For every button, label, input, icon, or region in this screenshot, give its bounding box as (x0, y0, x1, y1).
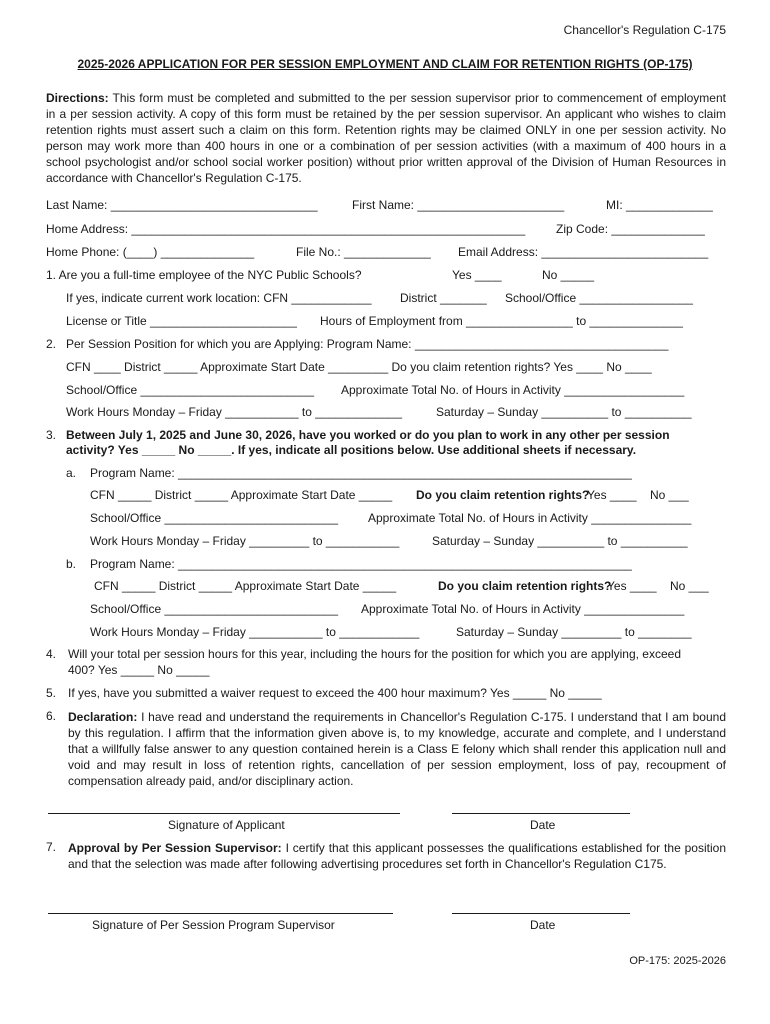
q3b-retention-no-field[interactable]: No ___ (670, 579, 709, 593)
applicant-date-line[interactable] (452, 813, 630, 814)
declaration-text: I have read and understand the requirements in Chancellor's Regulation C-175. I understand that I am bound by this regulation. I affirm that the information given above is, to my knowledge, accurate and complete, and I understand that a willfully false answer to any question contained herein is a Class E felony which shall render this application null and void and may result in loss of retention rights, cancellation of per session employment, loss of pay, recoupment of compensation already paid, and/or disciplinary action. (68, 710, 726, 788)
q3a-retention-no-field[interactable]: No ___ (650, 488, 689, 502)
q1-question: 1. Are you a full-time employee of the NYC Public Schools? (46, 268, 362, 282)
declaration-label: Declaration: (68, 710, 138, 724)
q3b-retention-question: Do you claim retention rights? (438, 579, 612, 593)
applicant-signature-label: Signature of Applicant (168, 818, 285, 832)
q2-school-field[interactable]: School/Office __________________________ (66, 383, 315, 397)
q3a-program-name-field[interactable]: Program Name: ____________________________________________________________________ (90, 466, 632, 480)
q3-question-line2[interactable]: activity? Yes _____ No _____. If yes, indicate all positions below. Use additional sheets if necessary. (66, 443, 637, 457)
directions-paragraph (46, 90, 726, 186)
first-name-field[interactable]: First Name: ______________________ (352, 198, 565, 212)
q3a-total-hours-field[interactable]: Approximate Total No. of Hours in Activity _______________ (368, 511, 692, 525)
q7-number: 7. (46, 840, 57, 854)
q1-cfn-field[interactable]: If yes, indicate current work location: CFN ____________ (66, 291, 372, 305)
zip-code-field[interactable]: Zip Code: ______________ (556, 222, 705, 236)
q2-total-hours-field[interactable]: Approximate Total No. of Hours in Activity __________________ (341, 383, 685, 397)
q2-weekday-hours-field[interactable]: Work Hours Monday – Friday ___________ to _____________ (66, 405, 403, 419)
q3b-total-hours-field[interactable]: Approximate Total No. of Hours in Activity _______________ (361, 602, 685, 616)
q1-no-field[interactable]: No _____ (542, 268, 595, 282)
q2-program-name-field[interactable]: Per Session Position for which you are Applying: Program Name: ______________________________________ (66, 337, 669, 351)
regulation-header: Chancellor's Regulation C-175 (563, 23, 726, 37)
q6-number: 6. (46, 709, 57, 723)
q3-question-line1: Between July 1, 2025 and June 30, 2026, have you worked or do you plan to work in any other per session (66, 428, 670, 442)
q3b-letter: b. (66, 557, 77, 571)
file-number-field[interactable]: File No.: _____________ (296, 245, 431, 259)
form-id-footer: OP-175: 2025-2026 (629, 955, 726, 967)
applicant-signature-line[interactable] (48, 813, 400, 814)
q1-school-field[interactable]: School/Office _________________ (505, 291, 693, 305)
q2-cfn-row[interactable]: CFN ____ District _____ Approximate Start Date _________ Do you claim retention rights? Yes ____ No ____ (66, 360, 652, 374)
q4-yes-no-fields[interactable]: 400? Yes _____ No _____ (68, 663, 210, 677)
email-address-field[interactable]: Email Address: _________________________ (458, 245, 709, 259)
q3b-cfn-row[interactable]: CFN _____ District _____ Approximate Start Date _____ (94, 579, 397, 593)
directions-text: This form must be completed and submitted to the per session supervisor prior to commencement of employment in a per session activity. A copy of this form must be retained by the per session supervisor. An applicant who wishes to claim retention rights must assert such a claim on this form. Retention rights may be claimed ONLY in one per session activity. No person may work more than 400 hours in one or a combination of per session activities (with a maximum of 400 hours in a school psychologist and/or school social worker position) without prior written approval of the Division of Human Resources in accordance with Chancellor's Regulation C-175. (46, 91, 726, 185)
q4-question-line1: Will your total per session hours for this year, including the hours for the position for which you are applying, exceed (68, 647, 681, 661)
approval-text: I certify that this applicant possesses the qualifications established for the position and that the selection was made after following advertising procedures set forth in Chancellor's Regulation C175. (68, 841, 726, 871)
directions-label: Directions: (46, 91, 109, 105)
q1-district-field[interactable]: District _______ (400, 291, 487, 305)
supervisor-signature-label: Signature of Per Session Program Supervisor (92, 918, 335, 932)
home-address-field[interactable]: Home Address: ___________________________________________________________ (46, 222, 526, 236)
q3b-program-name-field[interactable]: Program Name: ____________________________________________________________________ (90, 557, 632, 571)
q3b-retention-yes-field[interactable]: Yes ____ (607, 579, 657, 593)
q6-declaration (68, 709, 726, 789)
q7-approval (68, 840, 726, 872)
q3-number: 3. (46, 428, 57, 442)
q3a-letter: a. (66, 466, 77, 480)
middle-initial-field[interactable]: MI: _____________ (606, 198, 713, 212)
q3a-retention-yes-field[interactable]: Yes ____ (587, 488, 637, 502)
q3a-retention-question: Do you claim retention rights? (416, 488, 590, 502)
q4-number: 4. (46, 647, 57, 661)
supervisor-date-label: Date (530, 918, 556, 932)
q3b-weekday-hours-field[interactable]: Work Hours Monday – Friday ___________ to ____________ (90, 625, 420, 639)
q5-number: 5. (46, 686, 57, 700)
q1-license-field[interactable]: License or Title ______________________ (66, 314, 297, 328)
supervisor-date-line[interactable] (452, 913, 630, 914)
q5-waiver-question[interactable]: If yes, have you submitted a waiver request to exceed the 400 hour maximum? Yes _____ No _____ (68, 686, 602, 700)
q3a-weekend-hours-field[interactable]: Saturday – Sunday __________ to __________ (432, 534, 688, 548)
q2-number: 2. (46, 337, 57, 351)
q3a-cfn-row[interactable]: CFN _____ District _____ Approximate Start Date _____ (90, 488, 393, 502)
q1-hours-field[interactable]: Hours of Employment from ________________ to ______________ (320, 314, 683, 328)
supervisor-signature-line[interactable] (48, 913, 393, 914)
q2-weekend-hours-field[interactable]: Saturday – Sunday __________ to __________ (436, 405, 692, 419)
q3a-weekday-hours-field[interactable]: Work Hours Monday – Friday _________ to ___________ (90, 534, 400, 548)
last-name-field[interactable]: Last Name: _______________________________ (46, 198, 318, 212)
q3b-school-field[interactable]: School/Office __________________________ (90, 602, 339, 616)
approval-label: Approval by Per Session Supervisor: (68, 841, 282, 855)
home-phone-field[interactable]: Home Phone: (____) ______________ (46, 245, 255, 259)
q1-yes-field[interactable]: Yes ____ (452, 268, 502, 282)
q3a-school-field[interactable]: School/Office __________________________ (90, 511, 339, 525)
q3b-weekend-hours-field[interactable]: Saturday – Sunday _________ to ________ (456, 625, 692, 639)
applicant-date-label: Date (530, 818, 556, 832)
form-title: 2025-2026 APPLICATION FOR PER SESSION EMPLOYMENT AND CLAIM FOR RETENTION RIGHTS (OP-175) (77, 57, 693, 71)
